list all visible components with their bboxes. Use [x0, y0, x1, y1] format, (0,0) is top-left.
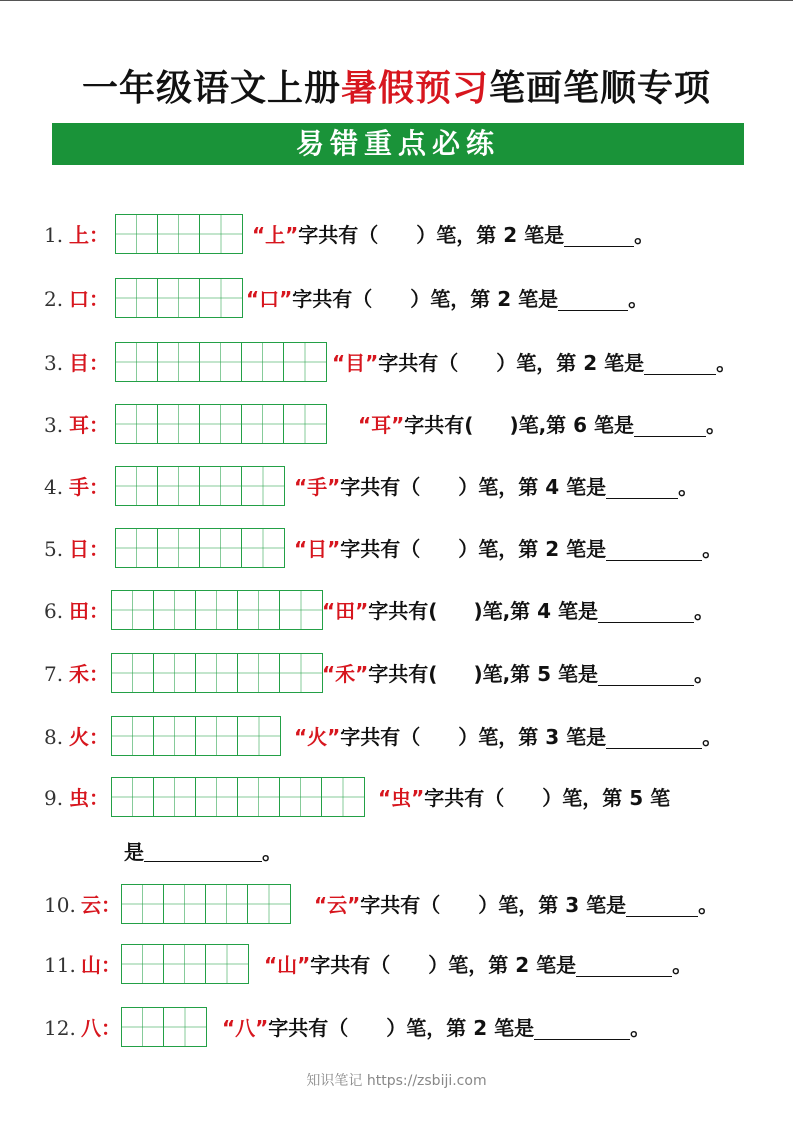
question-end: 。: [634, 223, 655, 247]
question-text-part2: )笔,第: [473, 662, 531, 686]
stroke-writing-grid[interactable]: [115, 466, 285, 506]
footer-watermark: 知识笔记 https://zsbiji.com: [306, 1073, 487, 1089]
question-text-part2: ）笔，第: [478, 893, 559, 917]
stroke-index: 4: [537, 599, 552, 623]
question-number: 3.: [44, 351, 64, 375]
quoted-character: “手”: [294, 475, 341, 499]
grid-cell[interactable]: [242, 405, 284, 443]
grid-cell[interactable]: [200, 215, 242, 253]
grid-cell[interactable]: [196, 717, 238, 755]
grid-cell[interactable]: [154, 591, 196, 629]
grid-cell[interactable]: [284, 343, 326, 381]
question-text-part1: 字共有（: [310, 953, 391, 977]
target-character: 日：: [69, 537, 109, 561]
target-character: 目：: [69, 351, 109, 375]
question-number: 10.: [44, 893, 76, 917]
question-number: 5.: [44, 537, 64, 561]
question-end: 。: [702, 537, 723, 561]
stroke-index: 5: [629, 786, 644, 810]
grid-cell[interactable]: [280, 591, 322, 629]
question-text-part1: 字共有（: [340, 537, 421, 561]
grid-cell[interactable]: [322, 778, 364, 816]
question-text-part2: ）笔，第: [410, 287, 491, 311]
grid-cell[interactable]: [154, 717, 196, 755]
question-text-part2: ）笔，第: [458, 725, 539, 749]
top-border-line: [0, 0, 793, 1]
question-end: 。: [628, 287, 649, 311]
question-text-part3: 笔是: [604, 351, 645, 375]
question-text-part3: 笔是: [594, 413, 635, 437]
question-text-part1: 字共有（: [268, 1016, 349, 1040]
answer-blank[interactable]: [626, 890, 698, 917]
quoted-character: “田”: [322, 599, 369, 623]
answer-blank[interactable]: [644, 348, 716, 375]
stroke-index: 2: [515, 953, 530, 977]
question-text: [314, 884, 718, 926]
grid-cell[interactable]: [164, 885, 206, 923]
grid-cell[interactable]: [242, 343, 284, 381]
question-text: [294, 466, 698, 508]
grid-cell[interactable]: [280, 654, 322, 692]
grid-cell[interactable]: [112, 654, 154, 692]
question-item: [0, 653, 793, 695]
question-text-part2: ）笔，第: [416, 223, 497, 247]
question-text-part2: ）笔，第: [496, 351, 577, 375]
quoted-character: “八”: [222, 1016, 269, 1040]
grid-cell[interactable]: [116, 405, 158, 443]
grid-cell[interactable]: [158, 405, 200, 443]
stroke-index: 2: [545, 537, 560, 561]
question-text-part2: ）笔，第: [386, 1016, 467, 1040]
quoted-character: “耳”: [358, 413, 405, 437]
target-character: 山：: [81, 953, 121, 977]
grid-cell[interactable]: [116, 529, 158, 567]
grid-cell[interactable]: [112, 717, 154, 755]
answer-blank[interactable]: [534, 1013, 630, 1040]
question-number: 1.: [44, 223, 64, 247]
question-end: 。: [716, 351, 737, 375]
question-text-part2: ）笔，第: [428, 953, 509, 977]
title-part2: 笔画笔顺专项: [489, 68, 712, 109]
quoted-character: “禾”: [322, 662, 369, 686]
question-text-part3: 笔是: [524, 223, 565, 247]
grid-cell[interactable]: [196, 778, 238, 816]
question-text-part2: ）笔，第: [542, 786, 623, 810]
quoted-character: “云”: [314, 893, 361, 917]
question-end: 。: [694, 662, 715, 686]
stroke-writing-grid[interactable]: [111, 716, 281, 756]
question-item: [0, 944, 793, 986]
question-item: [0, 528, 793, 570]
question-number: 3.: [44, 413, 64, 437]
answer-blank[interactable]: [576, 950, 672, 977]
grid-cell[interactable]: [238, 654, 280, 692]
target-character: 火：: [69, 725, 109, 749]
grid-cell[interactable]: [206, 885, 248, 923]
page-title: [0, 66, 793, 112]
answer-blank[interactable]: [144, 839, 262, 862]
question-text-part1: 字共有（: [292, 287, 373, 311]
question-item: [0, 590, 793, 632]
question-text-part3: 笔是: [566, 537, 607, 561]
question-text: [322, 590, 714, 632]
target-character: 上：: [69, 223, 109, 247]
question-text: [294, 716, 722, 758]
stroke-writing-grid[interactable]: [121, 884, 291, 924]
question-text-part1: 字共有(: [368, 662, 438, 686]
grid-cell[interactable]: [116, 343, 158, 381]
question-number: 9.: [44, 786, 64, 810]
stroke-writing-grid[interactable]: [115, 342, 327, 382]
stroke-writing-grid[interactable]: [111, 777, 365, 817]
target-character: 田：: [69, 599, 109, 623]
stroke-writing-grid[interactable]: [111, 653, 323, 693]
question-item: [0, 466, 793, 508]
title-highlight: 暑假预习: [340, 68, 489, 109]
question-text: [252, 214, 654, 256]
question-text: [332, 342, 736, 384]
stroke-index: 3: [565, 893, 580, 917]
question-item: [0, 1007, 793, 1049]
question-number: 4.: [44, 475, 64, 499]
question-text: [222, 1007, 650, 1049]
question-text-part3: 笔是: [518, 287, 559, 311]
question-text-part3: 笔是: [558, 599, 599, 623]
question-item: [0, 342, 793, 384]
question-text-part2: )笔,第: [509, 413, 567, 437]
question-text-part3: 笔是: [586, 893, 627, 917]
grid-cell[interactable]: [284, 405, 326, 443]
question-item: [0, 278, 793, 320]
quoted-character: “目”: [332, 351, 379, 375]
question-text-part2: ）笔，第: [458, 475, 539, 499]
grid-cell[interactable]: [238, 591, 280, 629]
grid-cell[interactable]: [280, 778, 322, 816]
q9-continuation-end: 。: [262, 840, 282, 864]
grid-cell[interactable]: [112, 591, 154, 629]
question-item: [0, 777, 793, 819]
grid-cell[interactable]: [158, 215, 200, 253]
question-text-part2: )笔,第: [473, 599, 531, 623]
stroke-index: 3: [545, 725, 560, 749]
grid-cell[interactable]: [154, 778, 196, 816]
grid-cell[interactable]: [200, 279, 242, 317]
question-text-part1: 字共有(: [404, 413, 474, 437]
grid-cell[interactable]: [206, 945, 248, 983]
answer-blank[interactable]: [634, 410, 706, 437]
answer-blank[interactable]: [558, 284, 628, 311]
grid-cell[interactable]: [164, 1008, 206, 1046]
question-item: [0, 404, 793, 446]
question-text-part1: 字共有（: [298, 223, 379, 247]
grid-cell[interactable]: [200, 405, 242, 443]
stroke-writing-grid[interactable]: [115, 214, 243, 254]
answer-blank[interactable]: [598, 659, 694, 686]
question-text-part3: 笔: [650, 786, 671, 810]
quoted-character: “火”: [294, 725, 341, 749]
question-text-part1: 字共有(: [368, 599, 438, 623]
grid-cell[interactable]: [158, 279, 200, 317]
stroke-writing-grid[interactable]: [115, 528, 285, 568]
question-number: 11.: [44, 953, 76, 977]
question-text: [264, 944, 692, 986]
question-item: [0, 214, 793, 256]
grid-cell[interactable]: [242, 467, 284, 505]
quoted-character: “虫”: [378, 786, 425, 810]
stroke-index: 2: [503, 223, 518, 247]
stroke-writing-grid[interactable]: [121, 944, 249, 984]
target-character: 耳：: [69, 413, 109, 437]
question-text-part2: ）笔，第: [458, 537, 539, 561]
grid-cell[interactable]: [248, 885, 290, 923]
grid-cell[interactable]: [158, 467, 200, 505]
target-character: 云：: [81, 893, 121, 917]
stroke-writing-grid[interactable]: [115, 278, 243, 318]
grid-cell[interactable]: [112, 778, 154, 816]
stroke-index: 2: [497, 287, 512, 311]
question-text-part1: 字共有（: [360, 893, 441, 917]
stroke-index: 2: [473, 1016, 488, 1040]
question-end: 。: [694, 599, 715, 623]
stroke-index: 2: [583, 351, 598, 375]
quoted-character: “山”: [264, 953, 311, 977]
question-text-part3: 笔是: [566, 725, 607, 749]
quoted-character: “口”: [246, 287, 293, 311]
target-character: 八：: [81, 1016, 121, 1040]
question-text-part1: 字共有（: [340, 725, 421, 749]
grid-cell[interactable]: [158, 343, 200, 381]
q9-continuation-text: 是: [124, 840, 144, 864]
grid-cell[interactable]: [200, 529, 242, 567]
question-number: 6.: [44, 599, 64, 623]
stroke-writing-grid[interactable]: [121, 1007, 207, 1047]
grid-cell[interactable]: [154, 654, 196, 692]
grid-cell[interactable]: [116, 279, 158, 317]
answer-blank[interactable]: [606, 534, 702, 561]
grid-cell[interactable]: [116, 215, 158, 253]
grid-cell[interactable]: [242, 529, 284, 567]
question-text-part1: 字共有（: [378, 351, 459, 375]
target-character: 手：: [69, 475, 109, 499]
grid-cell[interactable]: [164, 945, 206, 983]
question-text: [322, 653, 714, 695]
answer-blank[interactable]: [598, 596, 694, 623]
section-banner: 易错重点必练: [52, 123, 744, 165]
question-text: [246, 278, 648, 320]
grid-cell[interactable]: [158, 529, 200, 567]
question-item: [0, 716, 793, 758]
grid-cell[interactable]: [196, 654, 238, 692]
stroke-writing-grid[interactable]: [111, 590, 323, 630]
grid-cell[interactable]: [122, 885, 164, 923]
question-end: 。: [630, 1016, 651, 1040]
answer-blank[interactable]: [606, 472, 678, 499]
question-text: [378, 777, 670, 819]
question-number: 12.: [44, 1016, 76, 1040]
answer-blank[interactable]: [564, 220, 634, 247]
question-text: [294, 528, 722, 570]
q9-continuation: [124, 834, 282, 870]
answer-blank[interactable]: [606, 722, 702, 749]
question-text-part1: 字共有（: [424, 786, 505, 810]
grid-cell[interactable]: [116, 467, 158, 505]
grid-cell[interactable]: [200, 343, 242, 381]
grid-cell[interactable]: [238, 778, 280, 816]
question-number: 2.: [44, 287, 64, 311]
stroke-index: 4: [545, 475, 560, 499]
target-character: 口：: [69, 287, 109, 311]
quoted-character: “日”: [294, 537, 341, 561]
question-number: 8.: [44, 725, 64, 749]
question-text-part3: 笔是: [536, 953, 577, 977]
grid-cell[interactable]: [200, 467, 242, 505]
question-text-part3: 笔是: [566, 475, 607, 499]
question-end: 。: [698, 893, 719, 917]
grid-cell[interactable]: [196, 591, 238, 629]
grid-cell[interactable]: [238, 717, 280, 755]
stroke-index: 5: [537, 662, 552, 686]
question-end: 。: [678, 475, 699, 499]
question-text-part3: 笔是: [494, 1016, 535, 1040]
question-end: 。: [672, 953, 693, 977]
target-character: 虫：: [69, 786, 109, 810]
question-end: 。: [702, 725, 723, 749]
question-text-part1: 字共有（: [340, 475, 421, 499]
target-character: 禾：: [69, 662, 109, 686]
question-text-part3: 笔是: [558, 662, 599, 686]
question-item: [0, 884, 793, 926]
question-number: 7.: [44, 662, 64, 686]
title-part1: 一年级语文上册: [81, 68, 341, 109]
quoted-character: “上”: [252, 223, 299, 247]
question-text: [358, 404, 726, 446]
grid-cell[interactable]: [122, 945, 164, 983]
grid-cell[interactable]: [122, 1008, 164, 1046]
question-end: 。: [706, 413, 727, 437]
stroke-writing-grid[interactable]: [115, 404, 327, 444]
stroke-index: 6: [573, 413, 588, 437]
